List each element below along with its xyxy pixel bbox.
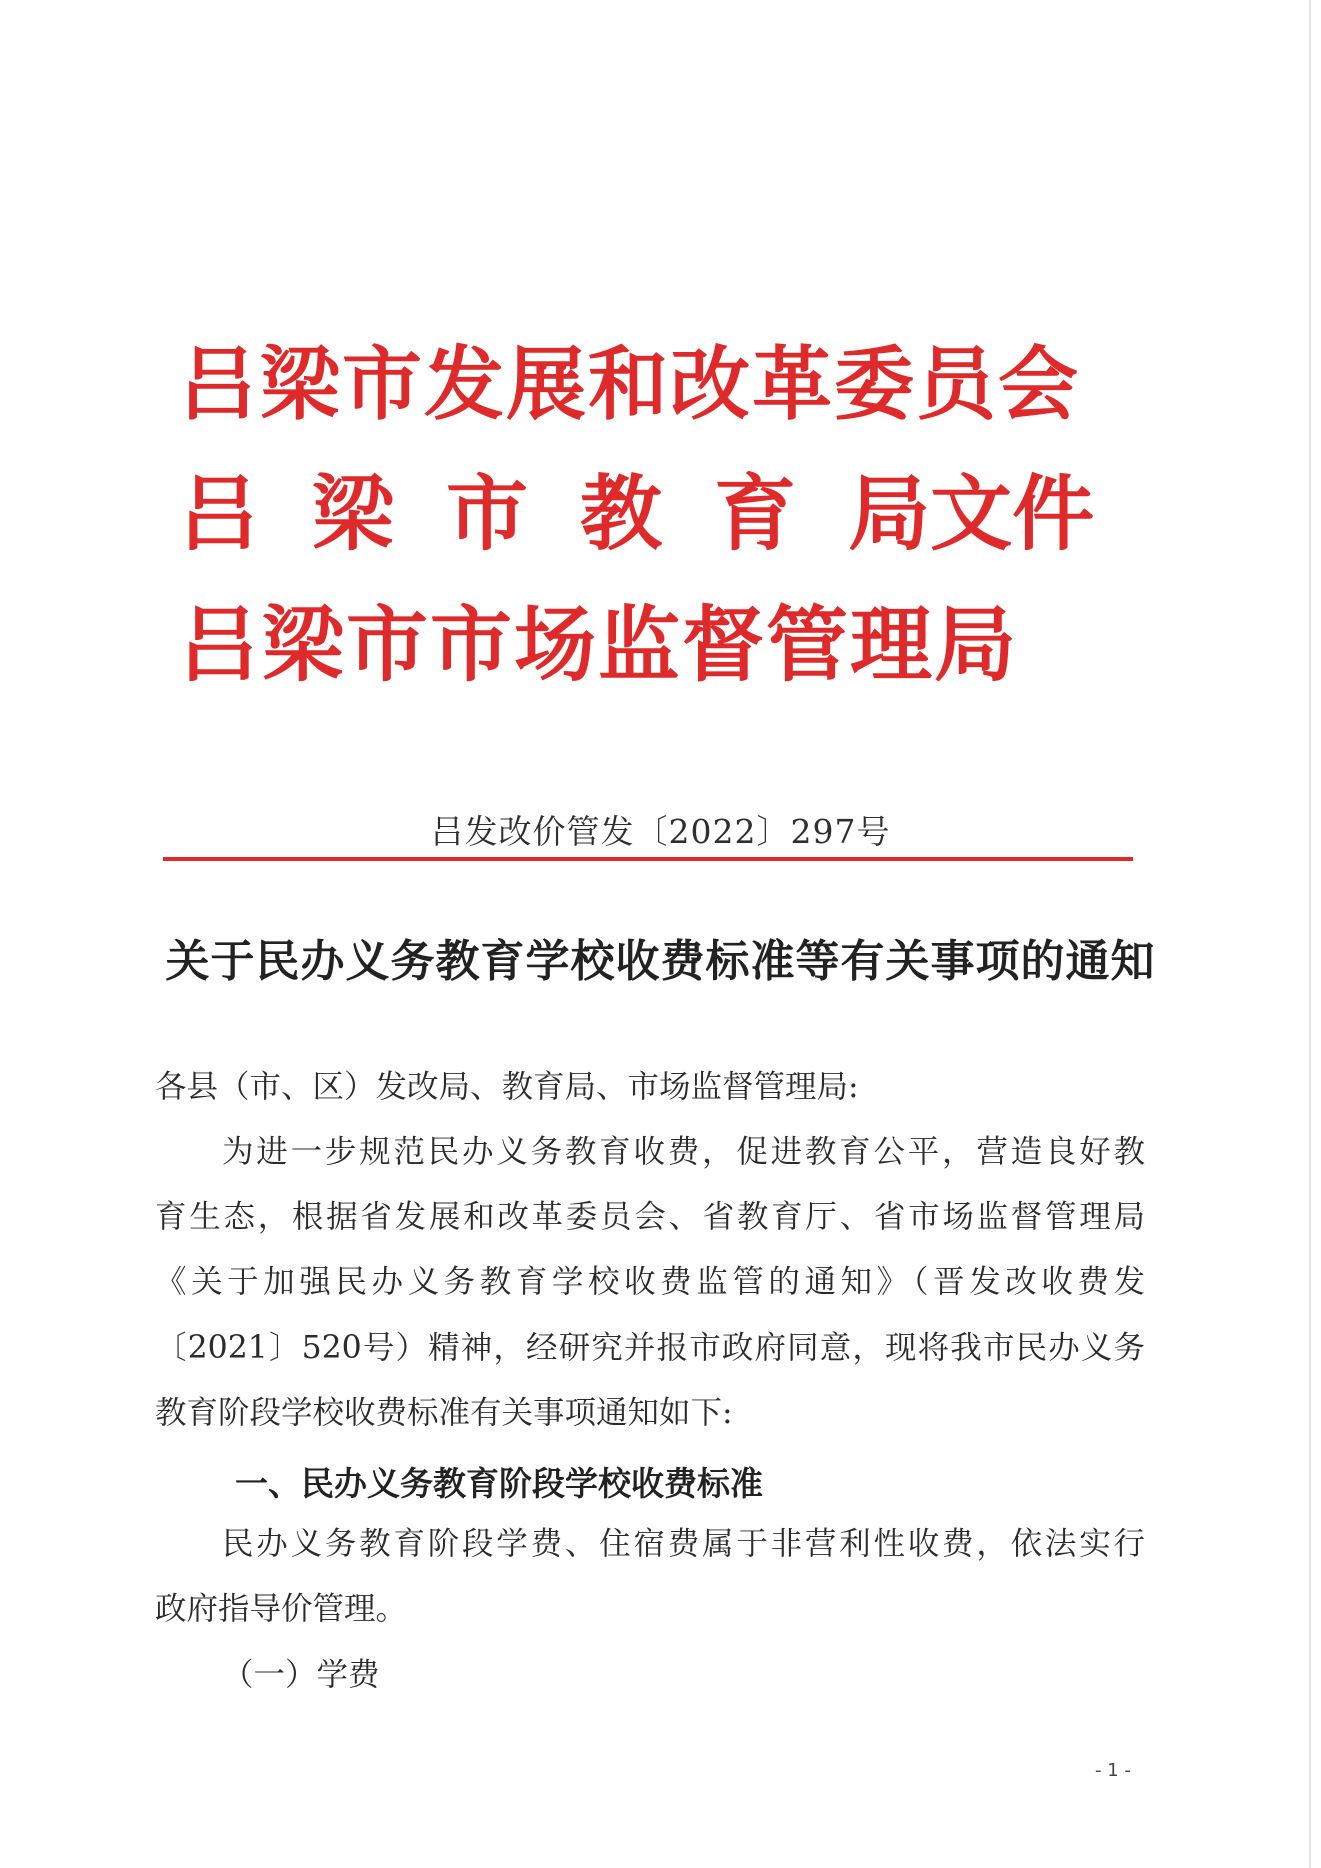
paragraph-line: 民办义务教育阶段学费、住宿费属于非营利性收费，依法实行 [222, 1526, 1145, 1562]
page-number: - 1 - [1095, 1760, 1131, 1781]
paragraph-line: 为进一步规范民办义务教育收费，促进教育公平，营造良好教 [222, 1134, 1145, 1170]
masthead-char: 育 [714, 466, 797, 562]
paragraph-line: 政府指导价管理。 [155, 1591, 408, 1627]
document-number: 吕发改价管发〔2022〕297号 [430, 812, 891, 851]
section-heading: 一、民办义务教育阶段学校收费标准 [235, 1464, 763, 1503]
masthead-char: 梁 [312, 466, 395, 562]
addressee-line: 各县（市、区）发改局、教育局、市场监督管理局: [155, 1069, 859, 1105]
masthead-line-3: 吕梁市市场监督管理局 [178, 597, 1019, 693]
subsection-heading: （一）学费 [222, 1657, 380, 1693]
paragraph-line: 〔2021〕520号）精神，经研究并报市政府同意，现将我市民办义务 [155, 1330, 1145, 1366]
masthead-char: 市 [446, 466, 529, 562]
masthead-char: 局文件 [848, 466, 1095, 562]
masthead-line-2 [178, 452, 1094, 562]
paragraph-line: 《关于加强民办义务教育学校收费监管的通知》（晋发改收费发 [155, 1264, 1145, 1300]
masthead-char: 教 [580, 466, 663, 562]
document-title: 关于民办义务教育学校收费标准等有关事项的通知 [165, 936, 1156, 987]
masthead-line-1: 吕梁市发展和改革委员会 [178, 337, 1080, 431]
red-separator-line [163, 857, 1133, 861]
paragraph-line: 育生态，根据省发展和改革委员会、省教育厅、省市场监督管理局 [155, 1199, 1145, 1235]
masthead-char: 吕 [178, 466, 261, 562]
paragraph-line: 教育阶段学校收费标准有关事项通知如下: [155, 1395, 733, 1431]
